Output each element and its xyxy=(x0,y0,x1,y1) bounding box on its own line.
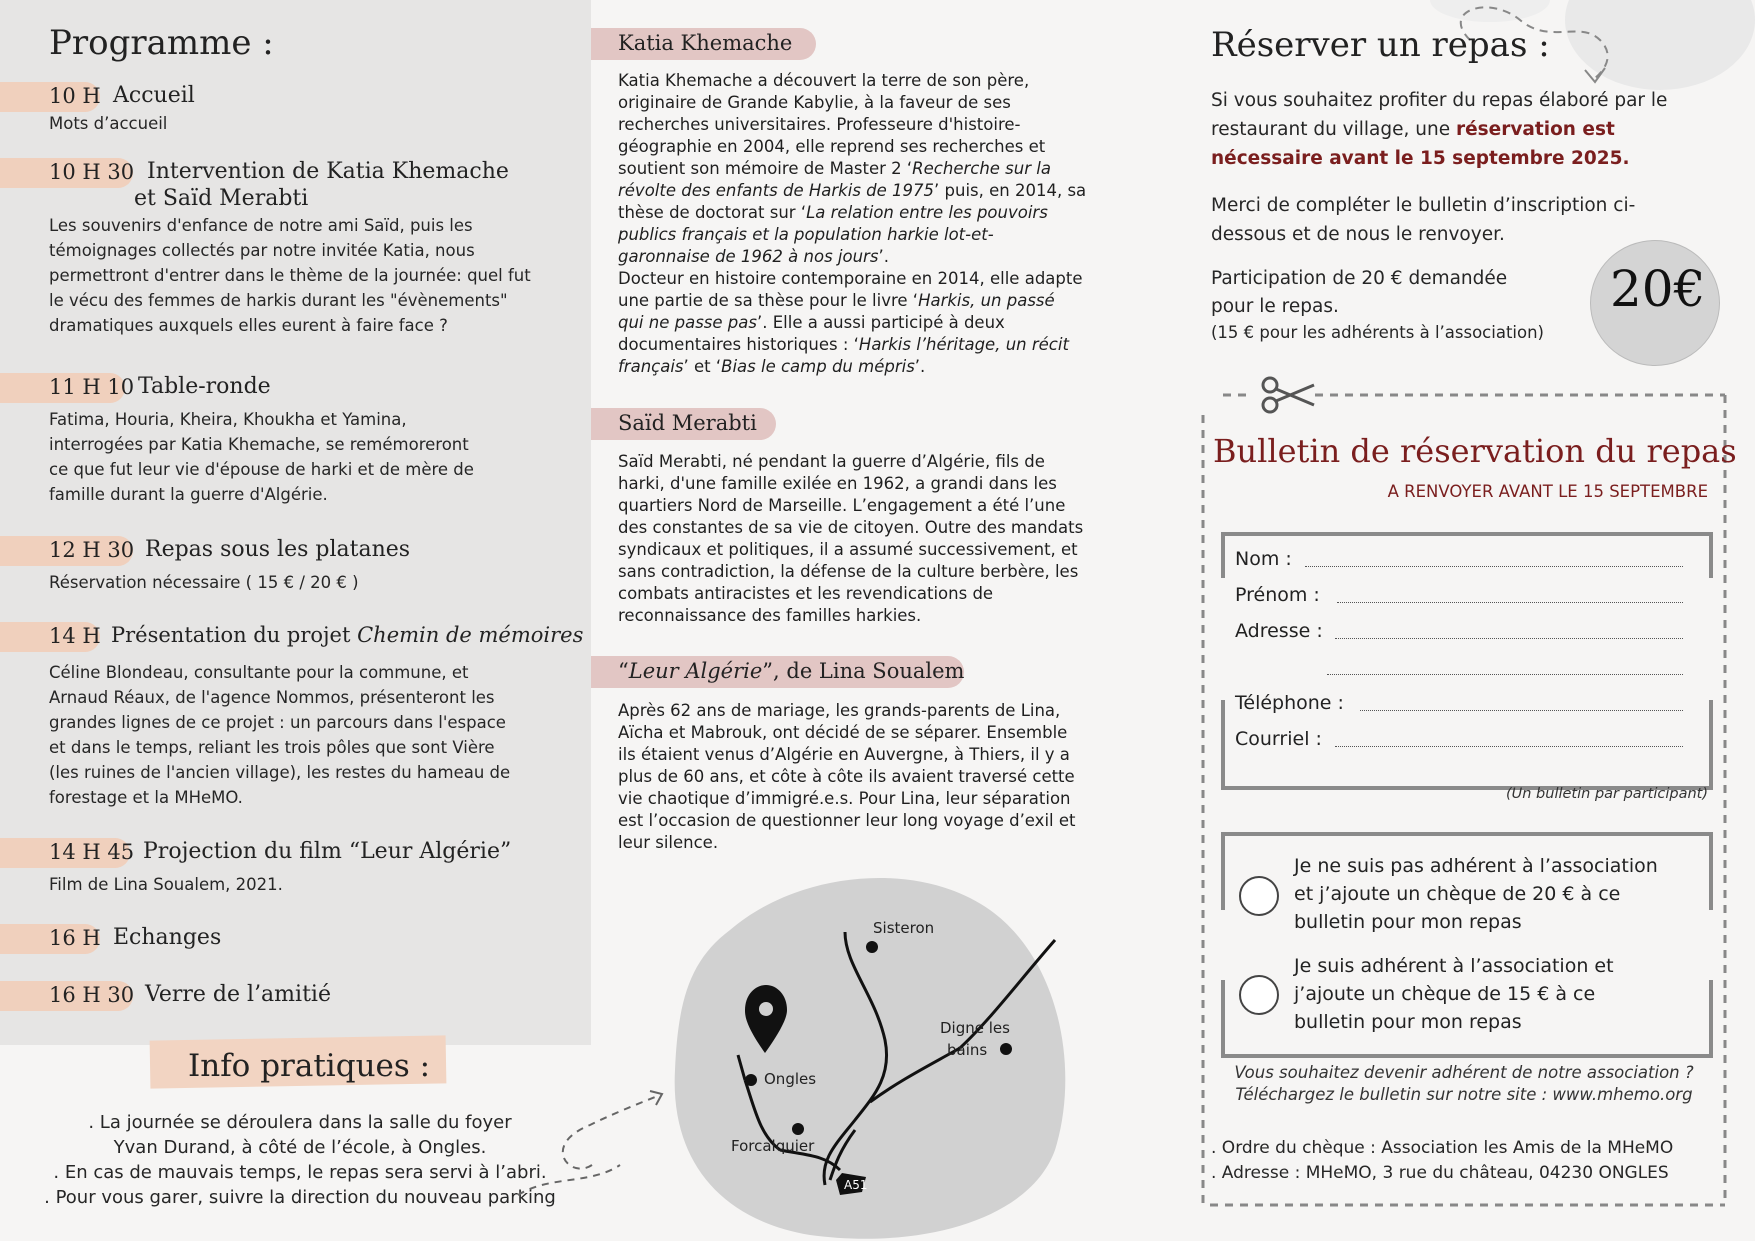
reserve-paragraph: Si vous souhaitez profiter du repas élaboré par le restaurant du village, une réservation est nécessaire avant le 15 septembre 2025. xyxy=(1211,90,1668,169)
bio-name-katia: Katia Khemache xyxy=(618,31,793,55)
reserve-title: Réserver un repas : xyxy=(1211,25,1550,65)
map-label-sisteron: Sisteron xyxy=(873,919,935,937)
time-label: 14 H 45 xyxy=(49,840,135,864)
item-title-line2: et Saïd Merabti xyxy=(134,186,309,211)
reserve-price-text: Participation de 20 € demandée pour le repas. (15 € pour les adhérents à l’association) xyxy=(1211,268,1544,342)
time-label: 16 H 30 xyxy=(49,983,135,1007)
time-label: 10 H 30 xyxy=(49,160,135,184)
time-label: 16 H xyxy=(49,926,101,950)
field-adresse-input-line2[interactable] xyxy=(1327,674,1683,675)
field-courriel-input[interactable] xyxy=(1335,746,1683,747)
bulletin-title: Bulletin de réservation du repas xyxy=(1213,432,1737,470)
item-description: Les souvenirs d'enfance de notre ami Saïd, puis les témoignages collectés par notre invitée Katia, nous permettront d'entrer dans le thème de la journée: quel fut le vécu des femmes de harkis durant les "évènements" dramatiques auxquels elles eurent à faire face ? xyxy=(49,216,531,335)
field-nom-input[interactable] xyxy=(1305,566,1683,567)
option-member-radio[interactable] xyxy=(1239,975,1279,1015)
bio-text-katia: Katia Khemache a découvert la terre de son père, originaire de Grande Kabylie, à la faveur de ses recherches universitaires. Professeure d'histoire- géographie en 2004, elle reprend ses recherches et soutient son mémoire de Master 2 ‘Recherche sur la révolte des enfants de Harkis de 1975’ puis, en 2014, sa thèse de doctorat sur ‘La relation entre les pouvoirs publics français et la population harkie lot-et- garonnaise de 1962 à nos jours’. Docteur en histoire contemporaine en 2014, elle adapte une partie de sa thèse pour le livre ‘Harkis, un passé qui ne passe pas’. Elle a aussi participé à deux documentaires historiques : ‘Harkis l’héritage, un récit français’ et ‘Bias le camp du mépris’. xyxy=(618,71,1087,376)
bio-text-said: Saïd Merabti, né pendant la guerre d’Algérie, fils de harki, d'une famille exilée en 1962, a grandi dans les quartiers Nord de Marseille. L’engagement a été l’une des constantes de sa vie de citoyen. Outre des mandats syndicaux et politiques, il a assumé successivement, et sans contradiction, la défense de la culture berbère, les combats antiracistes et les revendications de reconnaissance des familles harkies. xyxy=(618,452,1084,625)
field-label-prenom: Prénom : xyxy=(1235,584,1320,606)
field-prenom-input[interactable] xyxy=(1337,602,1683,603)
scissors-icon xyxy=(1258,375,1318,415)
bio-text-film: Après 62 ans de mariage, les grands-parents de Lina, Aïcha et Mabrouk, ont décidé de se séparer. Ensemble ils étaient venus d’Algérie en Auvergne, à Thiers, il y a plus de 60 ans, et côte à côte ils avaient traversé cette vie chaotique d’immigré.e.s. Pour Lina, leur séparation est l’occasion de questionner leur long voyage d’exil et leur silence. xyxy=(618,701,1076,852)
field-telephone-input[interactable] xyxy=(1360,710,1683,711)
payment-info: . Ordre du chèque : Association les Amis de la MHeMO . Adresse : MHeMO, 3 rue du château, 04230 ONGLES xyxy=(1211,1138,1674,1183)
option-member-text: Je suis adhérent à l’association et j’ajoute un chèque de 15 € à ce bulletin pour mon repas xyxy=(1294,955,1614,1033)
price-value: 20€ xyxy=(1610,260,1706,318)
option-non-member-radio[interactable] xyxy=(1239,876,1279,916)
item-title: Verre de l’amitié xyxy=(145,982,331,1007)
item-title: Table-ronde xyxy=(138,374,271,399)
item-title: Intervention de Katia Khemache xyxy=(147,159,509,184)
programme-title: Programme : xyxy=(49,23,274,63)
time-label: 10 H xyxy=(49,84,101,108)
time-label: 11 H 10 xyxy=(49,375,135,399)
field-label-nom: Nom : xyxy=(1235,548,1292,570)
item-title: Présentation du projet Chemin de mémoires xyxy=(111,623,584,647)
location-map xyxy=(660,870,1100,1241)
membership-note: Vous souhaitez devenir adhérent de notre association ? Téléchargez le bulletin sur notre site : www.mhemo.org xyxy=(1234,1063,1694,1104)
bio-name-said: Saïd Merabti xyxy=(618,411,757,435)
map-label-a51: A51 xyxy=(844,1178,868,1192)
option-non-member-text: Je ne suis pas adhérent à l’association et j’ajoute un chèque de 20 € à ce bulletin pour mon repas xyxy=(1294,855,1658,933)
item-description: Céline Blondeau, consultante pour la commune, et Arnaud Réaux, de l'agence Nommos, présenteront les grandes lignes de ce projet : un parcours dans l'espace et dans le temps, reliant les trois pôles que sont Vière (les ruines de l'ancien village), les restes du hameau de forestage et la MHeMO. xyxy=(49,663,511,807)
map-label-digne-1: Digne les xyxy=(940,1019,1010,1037)
bulletin-subtitle: A RENVOYER AVANT LE 15 SEPTEMBRE xyxy=(1387,482,1708,501)
field-label-adresse: Adresse : xyxy=(1235,620,1323,642)
map-label-digne-2: bains xyxy=(947,1041,988,1059)
item-title: Accueil xyxy=(113,83,195,108)
map-label-ongles: Ongles xyxy=(764,1070,817,1088)
map-dot-forcalquier xyxy=(792,1123,804,1135)
field-label-courriel: Courriel : xyxy=(1235,728,1322,750)
item-title: Echanges xyxy=(113,925,222,950)
info-title: Info pratiques : xyxy=(188,1048,431,1084)
map-label-forcalquier: Forcalquier xyxy=(731,1137,815,1155)
item-subtitle: Mots d’accueil xyxy=(49,114,168,133)
bulletin-note: (Un bulletin par participant) xyxy=(1505,786,1708,802)
item-description: Fatima, Houria, Kheira, Khoukha et Yamina, interrogées par Katia Khemache, se remémoreront ce que fut leur vie d'épouse de harki et de mère de famille durant la guerre d'Algérie. xyxy=(49,410,474,504)
time-label: 14 H xyxy=(49,624,101,648)
reserve-instruction: Merci de compléter le bulletin d’inscription ci- dessous et de nous le renvoyer. xyxy=(1211,195,1636,245)
time-label: 12 H 30 xyxy=(49,538,135,562)
item-subtitle: Réservation nécessaire ( 15 € / 20 € ) xyxy=(49,573,359,592)
map-dot-ongles xyxy=(745,1074,757,1086)
item-subtitle: Film de Lina Soualem, 2021. xyxy=(49,875,283,894)
item-title: Repas sous les platanes xyxy=(145,537,411,562)
info-lines: . La journée se déroulera dans la salle du foyer Yvan Durand, à côté de l’école, à Ongles. . En cas de mauvais temps, le repas sera servi à l’abri. . Pour vous garer, suivre la direction du nouveau parking xyxy=(44,1112,556,1208)
field-label-telephone: Téléphone : xyxy=(1235,692,1344,714)
map-dot-digne xyxy=(1000,1043,1012,1055)
map-dot-sisteron xyxy=(866,941,878,953)
field-adresse-input[interactable] xyxy=(1335,638,1683,639)
dashed-arrow-decoration xyxy=(510,1085,670,1205)
bio-name-film: “Leur Algérie”, de Lina Soualem xyxy=(618,659,965,683)
item-title: Projection du film “Leur Algérie” xyxy=(143,839,512,864)
